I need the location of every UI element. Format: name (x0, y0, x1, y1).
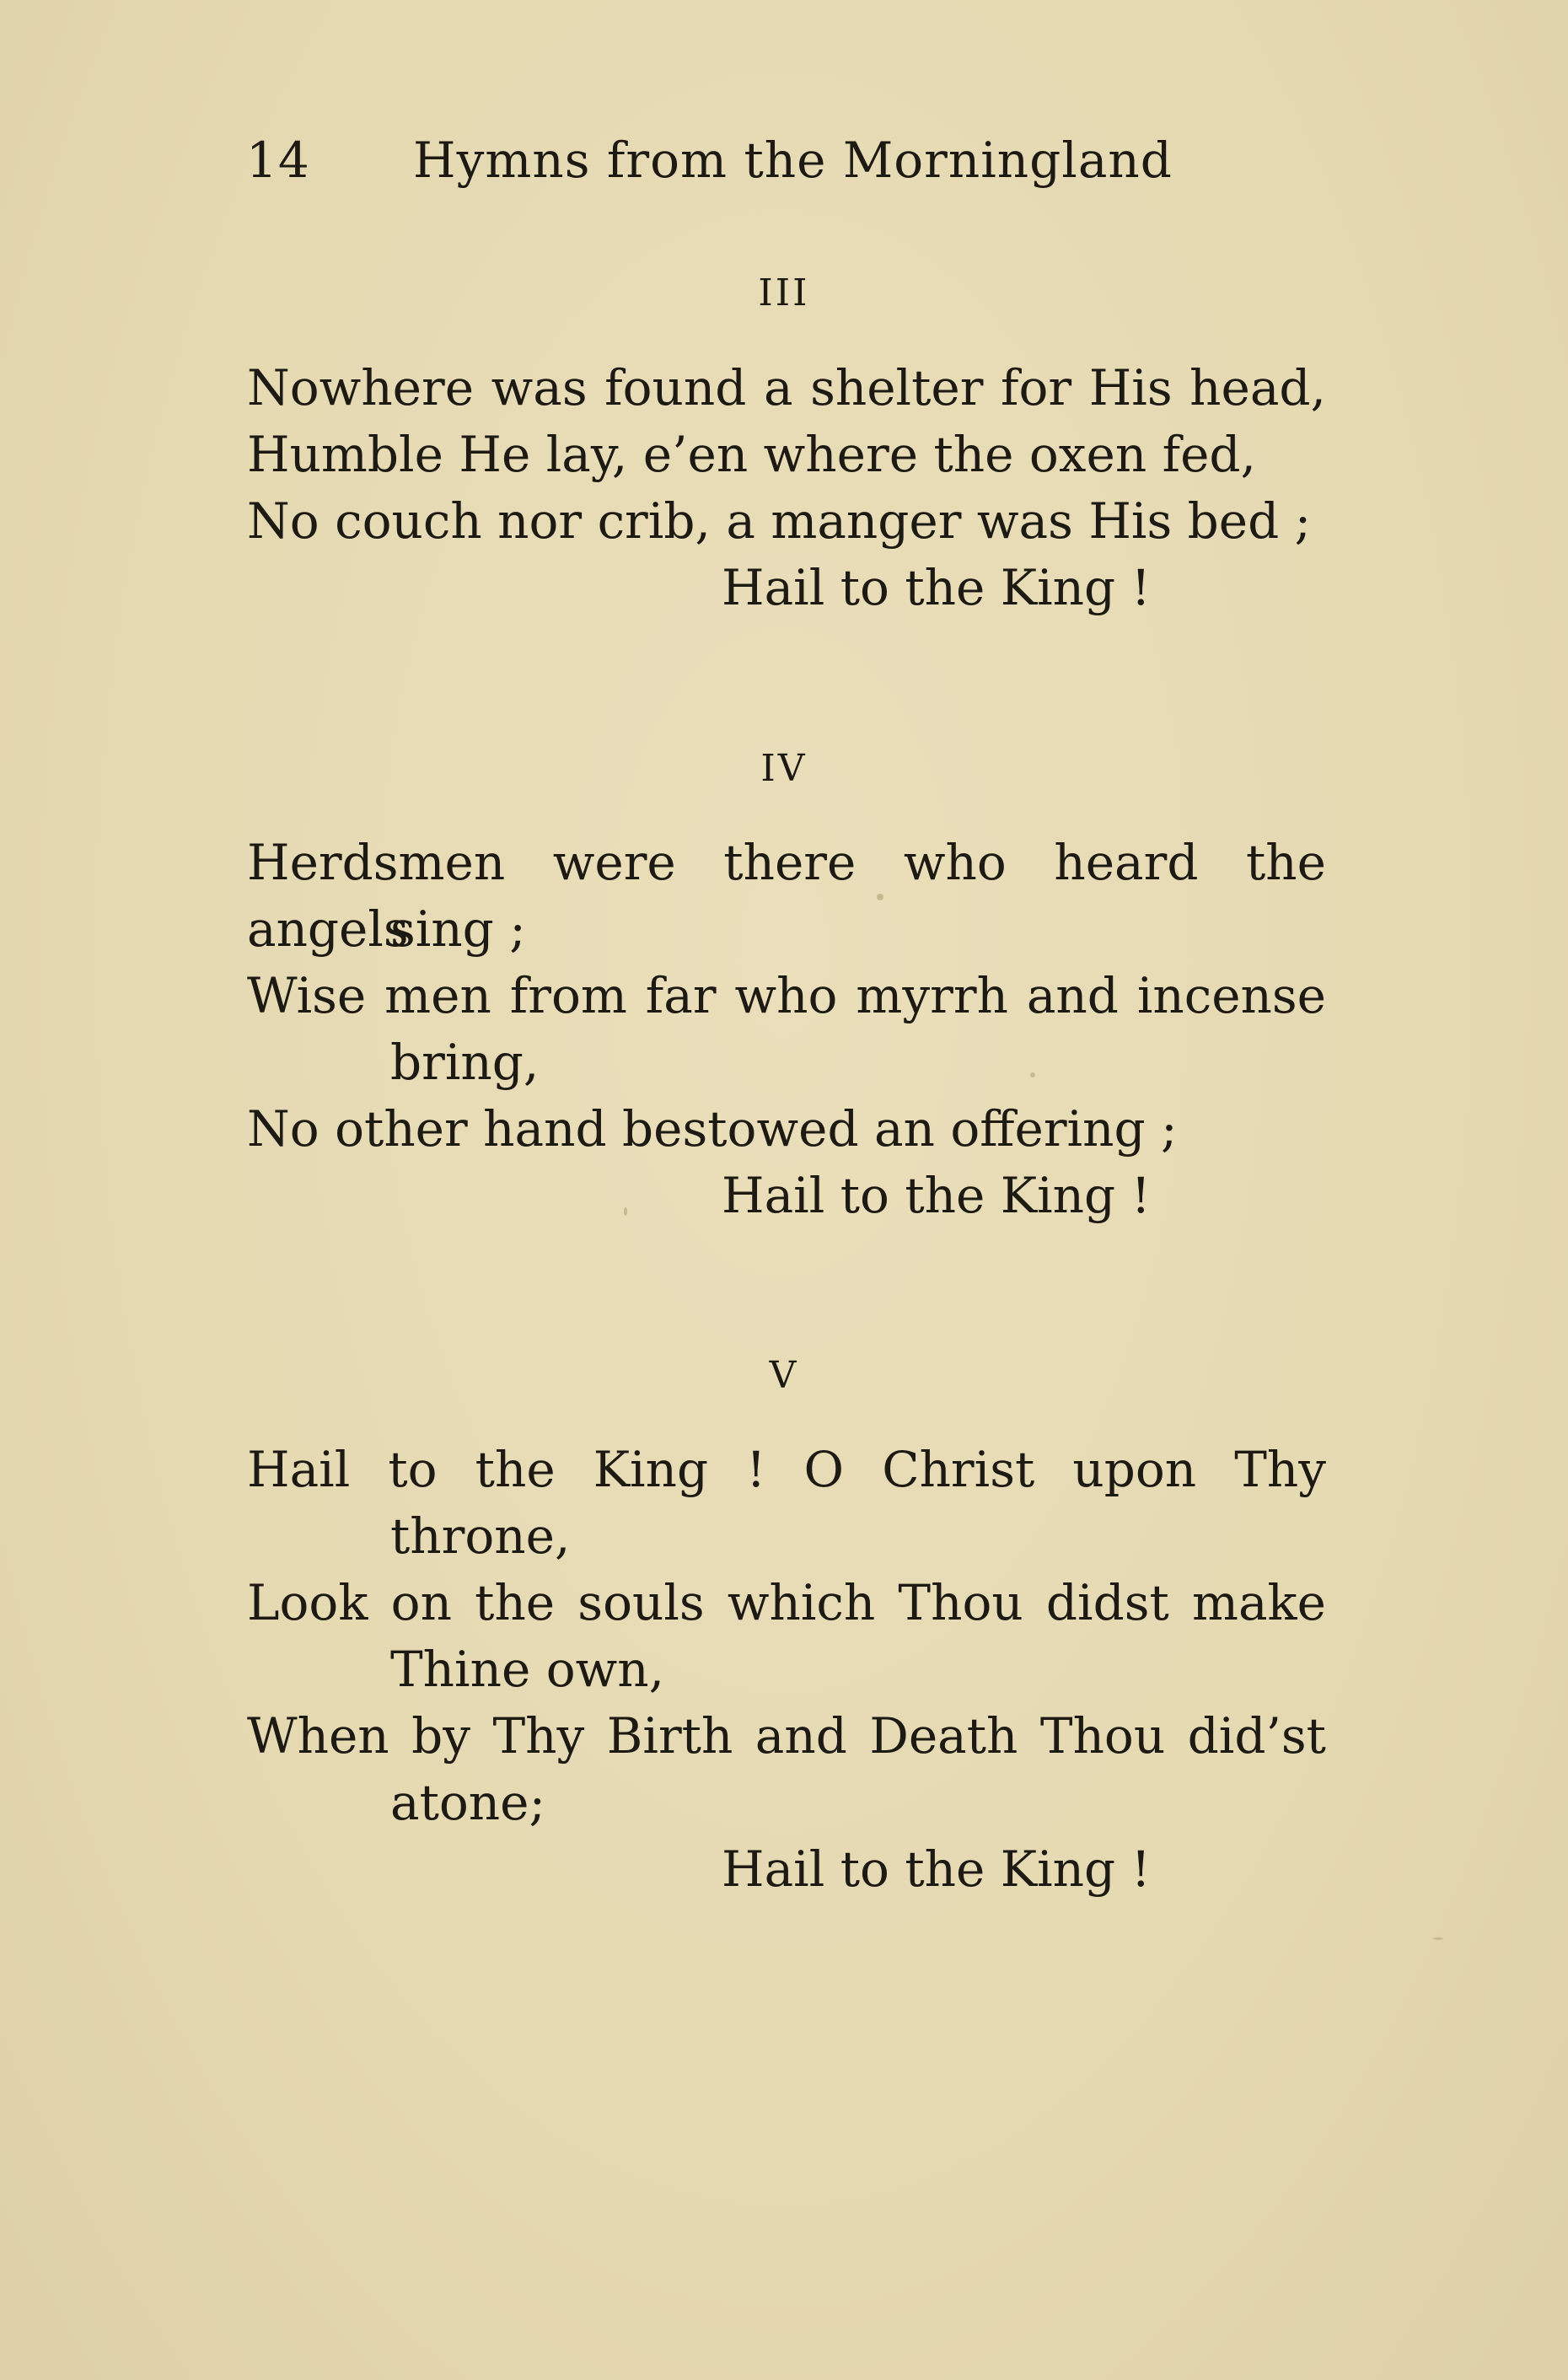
poem-line: Humble He lay, e’en where the oxen fed, (247, 426, 1256, 483)
refrain-line: Hail to the King ! (722, 559, 1151, 616)
stanza-numeral-iii: III (758, 271, 810, 314)
poem-line: Look on the souls which Thou didst make (247, 1574, 1326, 1631)
poem-line: No other hand bestowed an offering ; (247, 1100, 1178, 1158)
poem-line: Wise men from far who myrrh and incense (247, 967, 1326, 1024)
poem-line: No couch nor crib, a manger was His bed ; (247, 492, 1312, 550)
stanza-iii (247, 355, 1326, 621)
running-title: Hymns from the Morningland (413, 132, 1173, 189)
page-header (246, 126, 1173, 194)
poem-line: When by Thy Birth and Death Thou did’st (247, 1707, 1326, 1765)
refrain-line: Hail to the King ! (722, 1840, 1151, 1898)
stanza-numeral-iv: IV (760, 747, 808, 790)
stanza-v (247, 1437, 1326, 1903)
poem-line-continuation: sing ; (390, 900, 526, 958)
poem-line: Nowhere was found a shelter for His head, (247, 359, 1326, 416)
stanza-numeral-v: V (769, 1354, 799, 1397)
refrain-line: Hail to the King ! (722, 1167, 1151, 1224)
poem-line: Hail to the King ! O Christ upon Thy (247, 1441, 1326, 1498)
stanza-iv (247, 830, 1326, 1229)
poem-line-continuation: throne, (390, 1507, 571, 1565)
poem-line-continuation: atone; (390, 1774, 546, 1831)
poem-line-continuation: Thine own, (390, 1641, 665, 1698)
poem-line: Herdsmen were there who heard the angels (247, 834, 1326, 958)
page-number: 14 (246, 132, 310, 189)
poem-line-continuation: bring, (390, 1034, 540, 1091)
